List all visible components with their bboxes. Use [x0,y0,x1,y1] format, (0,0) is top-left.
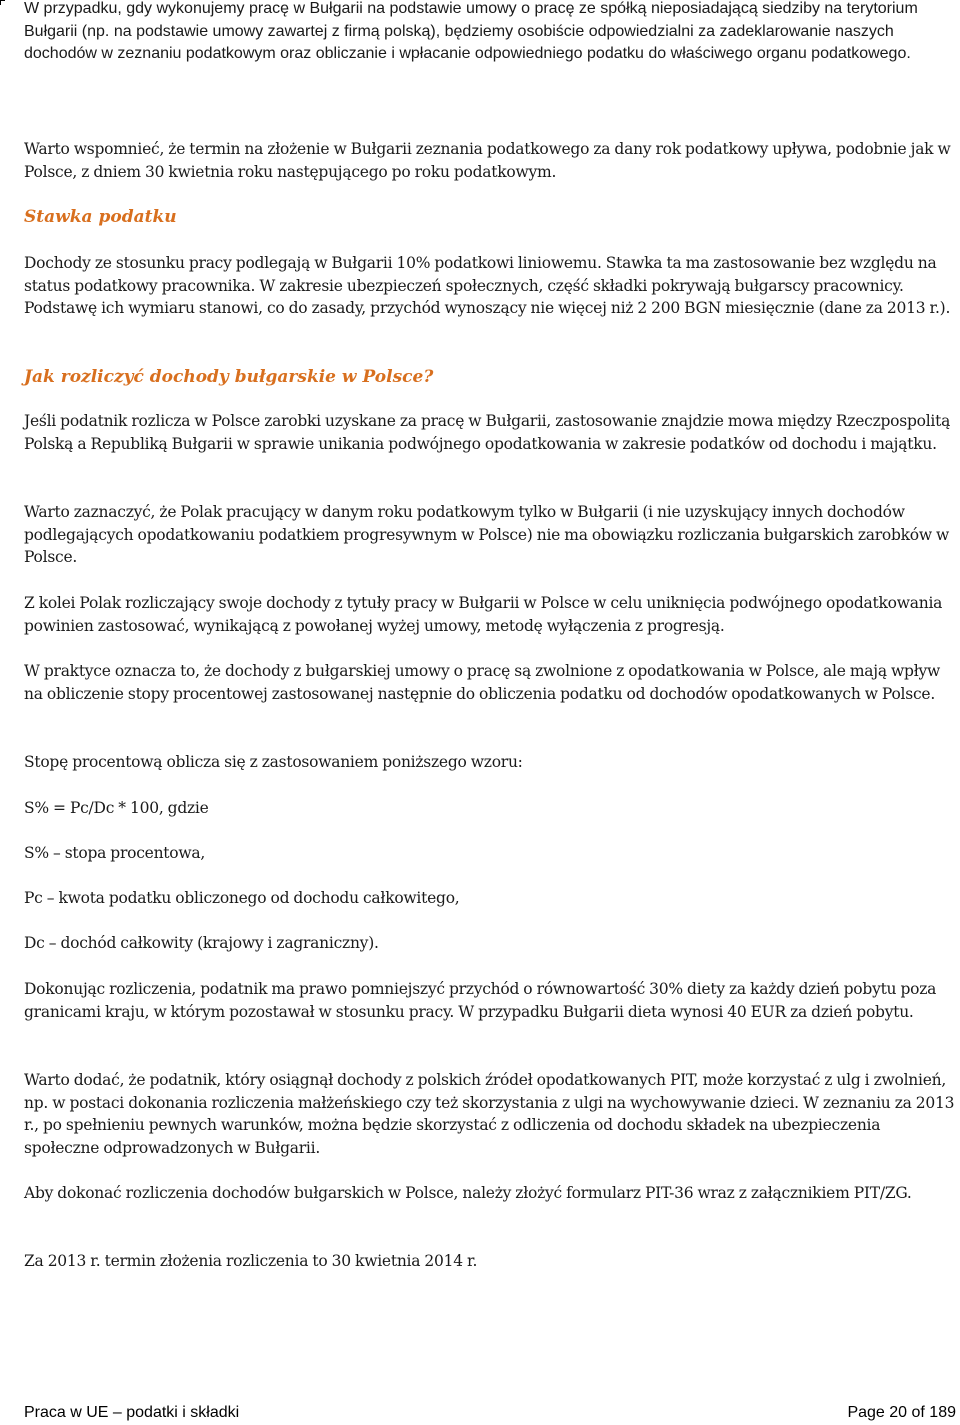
paragraph-form: Aby dokonać rozliczenia dochodów bułgarskich w Polsce, należy złożyć formularz PIT-36 wraz z załącznikiem PIT/ZG. [24,1184,912,1202]
formula-definition-pc: Pc – kwota podatku obliczonego od dochodu całkowitego, [24,889,460,907]
formula-line: S% = Pc/Dc * 100, gdzie [24,799,209,817]
paragraph-treaty: Jeśli podatnik rozlicza w Polsce zarobki uzyskane za pracę w Bułgarii, zastosowanie znajdzie mowa między Rzeczpospolitą Polską a Republiką Bułgarii w sprawie unikania podwójnego opodatkowania w zakresie podatków od dochodu i majątku. [24,412,951,453]
heading-settlement: Jak rozliczyć dochody bułgarskie w Polsce? [24,367,434,387]
paragraph-formula-intro: Stopę procentową oblicza się z zastosowaniem poniższego wzoru: [24,753,523,771]
paragraph-no-obligation: Warto zaznaczyć, że Polak pracujący w danym roku podatkowym tylko w Bułgarii (i nie uzyskujący innych dochodów podlegających opodatkowaniu podatkiem progresywnym w Polsce) nie ma obowiązku rozliczania bułgarskich zarobków w Polsce. [24,503,950,567]
paragraph-tax-rate: Dochody ze stosunku pracy podlegają w Bułgarii 10% podatkowi liniowemu. Stawka ta ma zastosowanie bez względu na status podatkowy pracownika. W zakresie ubezpieczeń społecznych, część składki pokrywają bułgarscy pracownicy. Podstawę ich wymiaru stanowi, co do zasady, przychód wynoszący nie więcej niż 2 200 BGN miesięcznie (dane za 2013 r.). [24,254,951,318]
paragraph-practice: W praktyce oznacza to, że dochody z bułgarskiej umowy o pracę są zwolnione z opodatkowania w Polsce, ale mają wpływ na obliczenie stopy procentowej zastosowanej następnie do obliczenia podatku od dochodów opodatkowanych w Polsce. [24,662,940,703]
paragraph-diet: Dokonując rozliczenia, podatnik ma prawo pomniejszyć przychód o równowartość 30% diety za każdy dzień pobytu poza granicami kraju, w którym pozostawał w stosunku pracy. W przypadku Bułgarii dieta wynosi 40 EUR za dzień pobytu. [24,980,937,1021]
footer-page-number: Page 20 of 189 [847,1404,956,1421]
paragraph-reliefs: Warto dodać, że podatnik, który osiągnął dochody z polskich źródeł opodatkowanych PIT, może korzystać z ulg i zwolnień, np. w postaci dokonania rozliczenia małżeńskiego czy też skorzystania z ulgi na wychowywanie dzieci. W zeznaniu za 2013 r., po spełnieniu pewnych warunków, można będzie skorzystać z odliczenia od dochodu składek na ubezpieczenia społeczne odprowadzonych w Bułgarii. [24,1071,955,1157]
paragraph-intro: W przypadku, gdy wykonujemy pracę w Bułgarii na podstawie umowy o pracę ze spółką nieposiadającą siedziby na terytorium Bułgarii (np. na podstawie umowy zawartej z firmą polską), będziemy osobiście odpowiedzialni za zadeklarowanie naszych dochodów w zeznaniu podatkowym oraz obliczanie i wpłacanie odpowiedniego podatku do właściwego organu podatkowego. [24,0,918,63]
paragraph-exemption-method: Z kolei Polak rozliczający swoje dochody z tytuły pracy w Bułgarii w Polsce w celu uniknięcia podwójnego opodatkowania powinien zastosować, wynikającą z powołanej wyżej umowy, metodę wyłączenia z progresją. [24,594,943,635]
paragraph-deadline: Warto wspomnieć, że termin na złożenie w Bułgarii zeznania podatkowego za dany rok podatkowy upływa, podobnie jak w Polsce, z dniem 30 kwietnia roku następującego po roku podatkowym. [24,140,951,181]
heading-tax-rate: Stawka podatku [24,207,177,227]
formula-definition-dc: Dc – dochód całkowity (krajowy i zagraniczny). [24,934,379,952]
page-corner-mark [0,0,5,5]
footer-title: Praca w UE – podatki i składki [24,1404,240,1421]
paragraph-filing-date: Za 2013 r. termin złożenia rozliczenia to 30 kwietnia 2014 r. [24,1252,478,1270]
formula-definition-s: S% – stopa procentowa, [24,844,206,862]
